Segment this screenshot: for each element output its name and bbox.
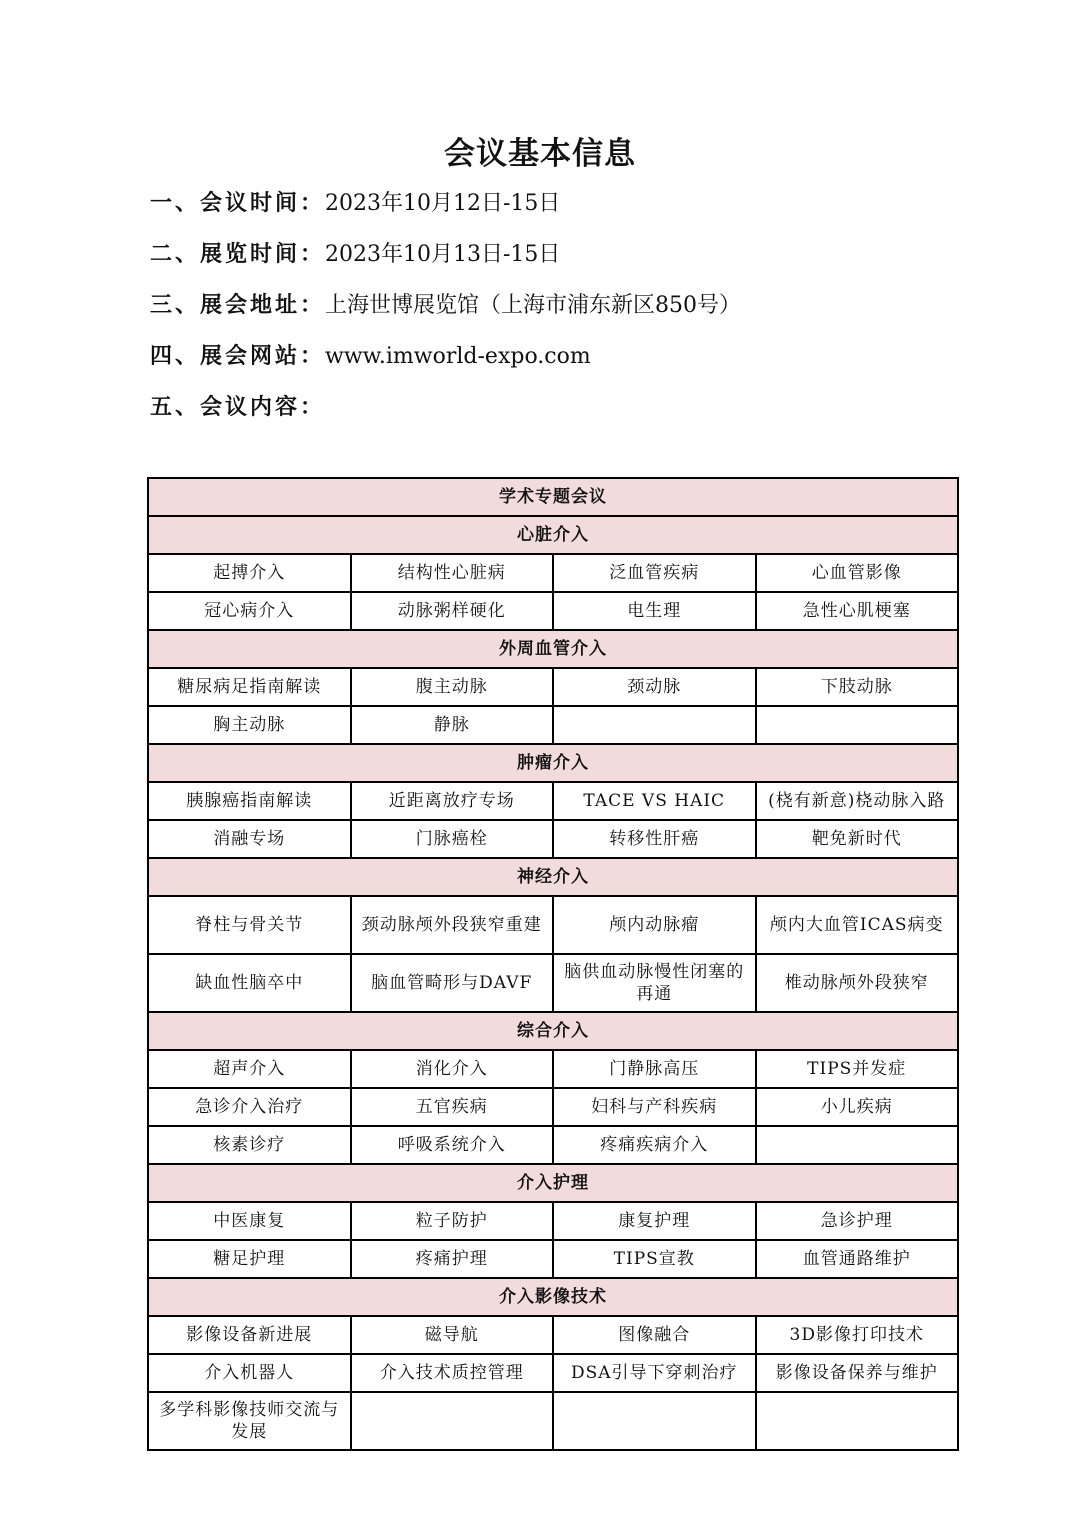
table-cell	[756, 1392, 959, 1450]
table-cell: 消化介入	[351, 1050, 554, 1088]
section-row	[148, 1164, 958, 1202]
table-cell: TIPS宣教	[553, 1240, 756, 1278]
section-row	[148, 1012, 958, 1050]
table-row	[148, 782, 958, 820]
table-cell: 介入机器人	[148, 1354, 351, 1392]
table-cell: 泛血管疾病	[553, 554, 756, 592]
section-row	[148, 858, 958, 896]
info-value: 上海世博展览馆（上海市浦东新区850号）	[325, 293, 742, 318]
table-header: 学术专题会议	[148, 478, 958, 516]
table-row	[148, 896, 958, 954]
table-row	[148, 668, 958, 706]
info-meeting-time	[150, 186, 560, 222]
table-cell: 下肢动脉	[756, 668, 959, 706]
section-row	[148, 516, 958, 554]
info-label: 四、展会网站：	[150, 344, 326, 369]
table-cell: TIPS并发症	[756, 1050, 959, 1088]
table-cell: 电生理	[553, 592, 756, 630]
table-cell: 小儿疾病	[756, 1088, 959, 1126]
table-cell: 妇科与产科疾病	[553, 1088, 756, 1126]
table-cell: 静脉	[351, 706, 554, 744]
table-cell: 介入技术质控管理	[351, 1354, 554, 1392]
table-cell: 中医康复	[148, 1202, 351, 1240]
table-cell: 疼痛护理	[351, 1240, 554, 1278]
table-cell: 急诊护理	[756, 1202, 959, 1240]
table-row	[148, 706, 958, 744]
table-cell: 影像设备新进展	[148, 1316, 351, 1354]
table-row	[148, 1354, 958, 1392]
table-cell: 心血管影像	[756, 554, 959, 592]
section-title: 综合介入	[148, 1012, 958, 1050]
table-cell: 胸主动脉	[148, 706, 351, 744]
table-cell: 缺血性脑卒中	[148, 954, 351, 1012]
table-cell: 磁导航	[351, 1316, 554, 1354]
table-cell: 颅内大血管ICAS病变	[756, 896, 959, 954]
table-row	[148, 820, 958, 858]
table-cell: 血管通路维护	[756, 1240, 959, 1278]
table-cell: TACE VS HAIC	[553, 782, 756, 820]
table-cell	[351, 1392, 554, 1450]
table-cell: 转移性肝癌	[553, 820, 756, 858]
table-header-row	[148, 478, 958, 516]
page-title: 会议基本信息	[444, 136, 636, 172]
table-cell	[756, 706, 959, 744]
section-title: 肿瘤介入	[148, 744, 958, 782]
table-cell: 椎动脉颅外段狭窄	[756, 954, 959, 1012]
section-title: 心脏介入	[148, 516, 958, 554]
section-row	[148, 1278, 958, 1316]
table-row	[148, 554, 958, 592]
table-cell: 靶免新时代	[756, 820, 959, 858]
table-row	[148, 1392, 958, 1450]
info-content	[150, 390, 325, 426]
info-value: 2023年10月13日-15日	[325, 242, 561, 267]
topics-table	[147, 477, 959, 1451]
section-title: 介入护理	[148, 1164, 958, 1202]
table-cell: 胰腺癌指南解读	[148, 782, 351, 820]
table-row	[148, 1240, 958, 1278]
table-cell: 结构性心脏病	[351, 554, 554, 592]
section-title: 介入影像技术	[148, 1278, 958, 1316]
table-cell: 门静脉高压	[553, 1050, 756, 1088]
table-cell: 腹主动脉	[351, 668, 554, 706]
table-cell: 呼吸系统介入	[351, 1126, 554, 1164]
table-cell: 冠心病介入	[148, 592, 351, 630]
table-cell: 粒子防护	[351, 1202, 554, 1240]
table-row	[148, 1088, 958, 1126]
table-row	[148, 1050, 958, 1088]
table-cell: 颈动脉	[553, 668, 756, 706]
table-cell: 3D影像打印技术	[756, 1316, 959, 1354]
info-label: 五、会议内容：	[150, 395, 326, 420]
table-cell: 急性心肌梗塞	[756, 592, 959, 630]
info-website	[150, 339, 591, 375]
info-value: 2023年10月12日-15日	[325, 191, 561, 216]
table-cell: 颅内动脉瘤	[553, 896, 756, 954]
table-cell: 糖尿病足指南解读	[148, 668, 351, 706]
table-cell: 脑血管畸形与DAVF	[351, 954, 554, 1012]
table-row	[148, 1126, 958, 1164]
table-cell: 图像融合	[553, 1316, 756, 1354]
table-cell: 门脉癌栓	[351, 820, 554, 858]
table-cell: 核素诊疗	[148, 1126, 351, 1164]
table-cell: (桡有新意)桡动脉入路	[756, 782, 959, 820]
section-row	[148, 744, 958, 782]
section-title: 外周血管介入	[148, 630, 958, 668]
info-value: www.imworld-expo.com	[325, 344, 591, 369]
table-cell: 康复护理	[553, 1202, 756, 1240]
section-title: 神经介入	[148, 858, 958, 896]
table-cell: 动脉粥样硬化	[351, 592, 554, 630]
table-row	[148, 954, 958, 1012]
table-cell	[553, 706, 756, 744]
table-cell: 颈动脉颅外段狭窄重建	[351, 896, 554, 954]
table-row	[148, 1316, 958, 1354]
info-exhibition-time	[150, 237, 560, 273]
table-cell: 多学科影像技师交流与发展	[148, 1392, 351, 1450]
table-row	[148, 1202, 958, 1240]
table-cell: 脊柱与骨关节	[148, 896, 351, 954]
table-cell: 消融专场	[148, 820, 351, 858]
table-cell	[756, 1126, 959, 1164]
info-venue	[150, 288, 741, 324]
info-label: 一、会议时间：	[150, 191, 326, 216]
table-cell: 超声介入	[148, 1050, 351, 1088]
table-cell: 起搏介入	[148, 554, 351, 592]
table-cell	[553, 1392, 756, 1450]
info-label: 二、展览时间：	[150, 242, 326, 267]
table-cell: 近距离放疗专场	[351, 782, 554, 820]
table-cell: 影像设备保养与维护	[756, 1354, 959, 1392]
table-cell: 急诊介入治疗	[148, 1088, 351, 1126]
table-cell: 糖足护理	[148, 1240, 351, 1278]
table-cell: 疼痛疾病介入	[553, 1126, 756, 1164]
table-cell: 五官疾病	[351, 1088, 554, 1126]
section-row	[148, 630, 958, 668]
table-cell: 脑供血动脉慢性闭塞的再通	[553, 954, 756, 1012]
table-row	[148, 592, 958, 630]
table-cell: DSA引导下穿刺治疗	[553, 1354, 756, 1392]
info-label: 三、展会地址：	[150, 293, 326, 318]
